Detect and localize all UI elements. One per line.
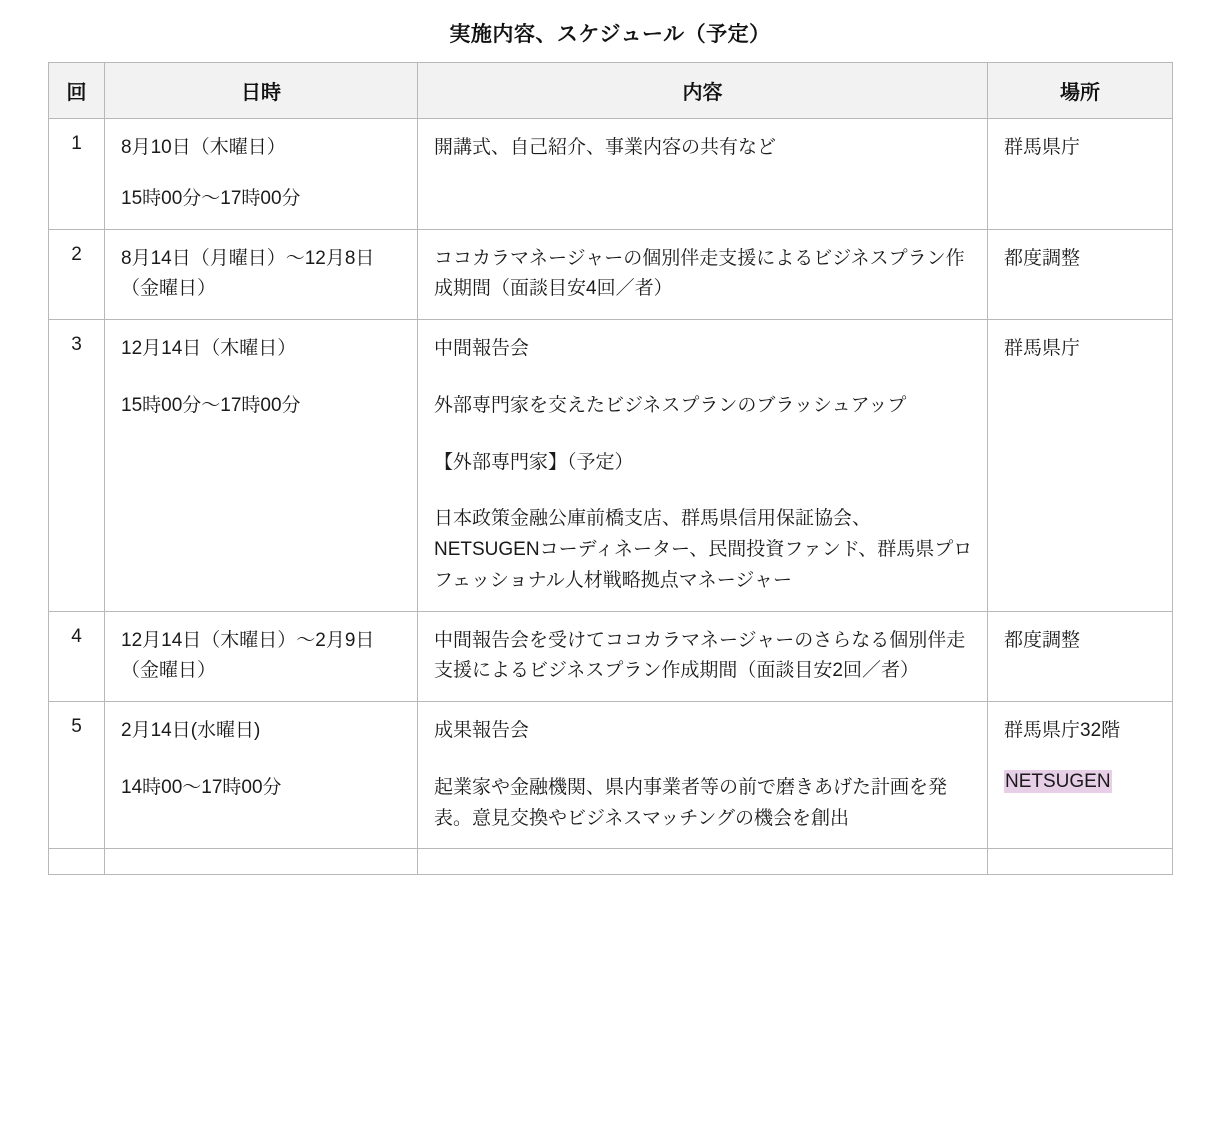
cell-content — [418, 611, 988, 702]
column-header-datetime: 日時 — [105, 63, 418, 119]
cell-place — [988, 702, 1173, 849]
table-row — [49, 119, 1173, 230]
table-body — [49, 119, 1173, 875]
cell-place — [988, 849, 1173, 875]
cell-datetime — [105, 611, 418, 702]
place-highlight — [1004, 767, 1158, 798]
cell-content — [418, 702, 988, 849]
cell-datetime — [105, 849, 418, 875]
datetime-line: 2月14日(水曜日) — [121, 720, 261, 742]
cell-datetime — [105, 320, 418, 612]
schedule-table-container — [0, 62, 1220, 875]
table-header-row — [49, 63, 1173, 119]
cell-datetime — [105, 229, 418, 320]
place-line: 都度調整 — [1004, 247, 1081, 269]
column-header-content: 内容 — [418, 63, 988, 119]
content-paragraph: 中間報告会 — [434, 338, 530, 360]
datetime-line: 8月10日（木曜日） — [121, 137, 286, 158]
content-paragraph: 起業家や金融機関、県内事業者等の前で磨きあげた計画を発表。意見交換やビジネスマッチングの機会を創出 — [434, 776, 948, 829]
datetime-line: 15時00分〜17時00分 — [121, 187, 301, 209]
table-row — [49, 702, 1173, 849]
datetime-line: 14時00〜17時00分 — [121, 776, 282, 798]
datetime-line: 12月14日（木曜日）〜2月9日（金曜日） — [121, 629, 375, 682]
table-row — [49, 611, 1173, 702]
cell-no: 4 — [49, 611, 105, 702]
cell-place — [988, 611, 1173, 702]
datetime-line: 12月14日（木曜日） — [121, 338, 297, 360]
content-paragraph: ココカラマネージャーの個別伴走支援によるビジネスプラン作成期間（面談目安4回／者） — [434, 247, 965, 300]
cell-place — [988, 119, 1173, 230]
cell-datetime — [105, 702, 418, 849]
content-paragraph: 開講式、自己紹介、事業内容の共有など — [434, 137, 777, 158]
table-row — [49, 229, 1173, 320]
table-header — [49, 63, 1173, 119]
cell-content — [418, 320, 988, 612]
cell-content — [418, 229, 988, 320]
place-line: 群馬県庁 — [1004, 137, 1081, 158]
content-paragraph: 外部専門家を交えたビジネスプランのブラッシュアップ — [434, 394, 907, 416]
highlighted-text: NETSUGEN — [1005, 770, 1111, 792]
column-header-no: 回 — [49, 63, 105, 119]
page-title: 実施内容、スケジュール（予定） — [449, 23, 771, 46]
cell-content — [418, 119, 988, 230]
column-header-place: 場所 — [988, 63, 1173, 119]
table-row — [49, 320, 1173, 612]
schedule-table — [48, 62, 1173, 875]
cell-place — [988, 229, 1173, 320]
cell-no: 1 — [49, 119, 105, 230]
content-paragraph: 中間報告会を受けてココカラマネージャーのさらなる個別伴走支援によるビジネスプラン作成期間（面談目安2回／者） — [434, 629, 966, 682]
cell-no: 3 — [49, 320, 105, 612]
place-line: 都度調整 — [1004, 629, 1081, 651]
content-paragraph: 日本政策金融公庫前橋支店、群馬県信用保証協会、NETSUGENコーディネーター、民間投資ファンド、群馬県プロフェッショナル人材戦略拠点マネージャー — [434, 508, 973, 591]
datetime-line: 15時00分〜17時00分 — [121, 394, 301, 416]
place-line: 群馬県庁32階 — [1004, 720, 1121, 742]
cell-no: 5 — [49, 702, 105, 849]
datetime-line: 8月14日（月曜日）〜12月8日（金曜日） — [121, 247, 375, 300]
cell-datetime — [105, 119, 418, 230]
place-line: 群馬県庁 — [1004, 338, 1081, 360]
cell-place — [988, 320, 1173, 612]
content-paragraph: 【外部専門家】（予定） — [434, 451, 634, 473]
content-paragraph: 成果報告会 — [434, 720, 530, 742]
cell-content — [418, 849, 988, 875]
cell-no — [49, 849, 105, 875]
cell-no: 2 — [49, 229, 105, 320]
table-row-partial — [49, 849, 1173, 875]
